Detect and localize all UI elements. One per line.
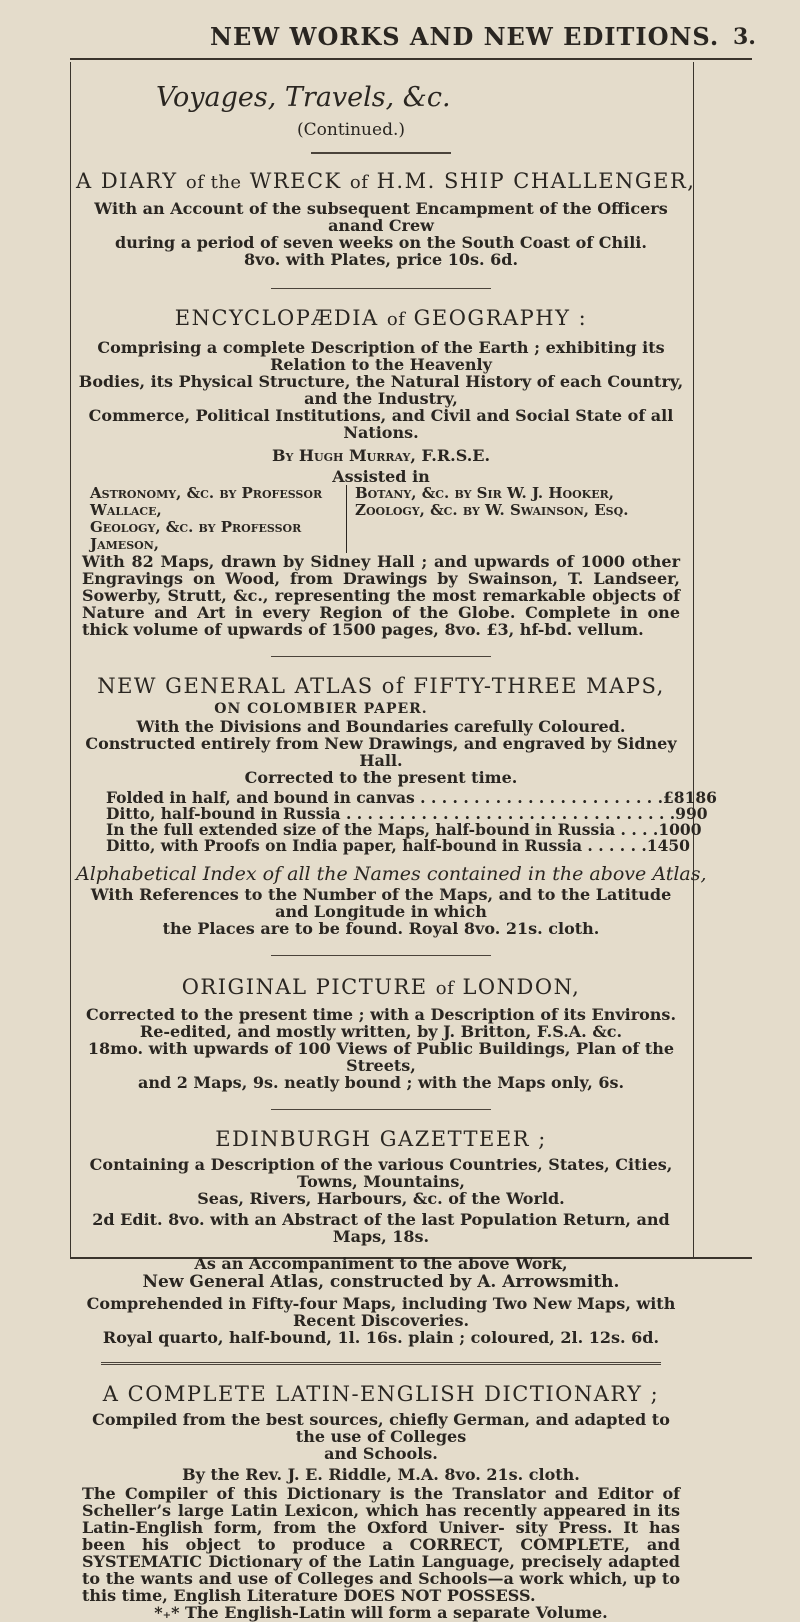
atlas-line: Corrected to the present time. bbox=[244, 768, 518, 787]
index-title: Alphabetical Index of all the Names contained in the above Atlas, bbox=[76, 863, 707, 885]
page-content bbox=[76, 70, 717, 1622]
atlas-paper: ON COLOMBIER PAPER. bbox=[214, 701, 428, 717]
diary-line: during a period of seven weeks on the South Coast of Chili. bbox=[115, 233, 647, 252]
gazetteer-accomp: As an Accompaniment to the above Work, bbox=[194, 1254, 568, 1273]
gazetteer-line: 2d Edit. 8vo. with an Abstract of the last Population Return, and Maps, 18s. bbox=[92, 1210, 670, 1246]
page-header bbox=[0, 22, 800, 56]
contributor: Botany, &c. by Sir W. J. Hooker, bbox=[355, 484, 614, 502]
dictionary-author: By the Rev. J. E. Riddle, M.A. 8vo. 21s. cloth. bbox=[182, 1465, 580, 1484]
index-line: the Places are to be found. Royal 8vo. 21s. cloth. bbox=[162, 919, 600, 938]
entry-title-diary: A DIARY of the WRECK of H.M. SHIP CHALLENGER, bbox=[76, 169, 696, 193]
entry-title-atlas: NEW GENERAL ATLAS of FIFTY-THREE MAPS, bbox=[97, 674, 665, 698]
contributor: Astronomy, &c. by Professor Wallace, bbox=[90, 484, 323, 519]
entry-title-encyclopaedia: ENCYCLOPÆDIA of GEOGRAPHY : bbox=[174, 306, 588, 330]
encyclopaedia-paragraph: With 82 Maps, drawn by Sidney Hall ; and upwards of 1000 other Engravings on Wood, from Drawings by Swainson, T. Landseer, Sowerby, Strutt, &c., representing the most remarkable objects of Nature and Art in every Region of the Globe. Complete in one thick volume of upwards of 1500 pages, 8vo. £3, hf-bd. vellum. bbox=[82, 552, 680, 639]
price-row: Folded in half, and bound in canvas . . . . . . . . . . . . . . . . . . . . . . . £8 18 6 bbox=[106, 788, 717, 807]
encyclopaedia-desc: Bodies, its Physical Structure, the Natural History of each Country, and the Industry, bbox=[78, 372, 684, 408]
contributor: Zoology, &c. by W. Swainson, Esq. bbox=[355, 501, 629, 519]
gazetteer-atlas: New General Atlas, constructed by A. Arrowsmith. bbox=[142, 1272, 620, 1292]
dictionary-paragraph: The Compiler of this Dictionary is the Translator and Editor of Scheller’s large Latin Lexicon, which has recently appeared in its Latin-English form, from the Oxford Univer- sity Press. It has been his object to produce a CORRECT, COMPLETE, and SYSTEMATIC Dictionary of the Latin Language, precisely adapted to the wants and use of Colleges and Schools—a work which, up to this time, English Literature DOES NOT POSSESS. bbox=[82, 1484, 680, 1605]
entry-title-london: ORIGINAL PICTURE of LONDON, bbox=[181, 975, 581, 999]
price-row: In the full extended size of the Maps, half-bound in Russia . . . . 10 0 0 bbox=[106, 820, 702, 839]
atlas-line: With the Divisions and Boundaries carefully Coloured. bbox=[136, 717, 626, 736]
price-row: Ditto, half-bound in Russia . . . . . . . . . . . . . . . . . . . . . . . . . . . . . . . 9 9 0 bbox=[106, 804, 708, 823]
encyclopaedia-desc: Comprising a complete Description of the Earth ; exhibiting its Relation to the Heavenly bbox=[97, 338, 665, 374]
top-rule bbox=[70, 58, 752, 60]
contributors bbox=[76, 485, 686, 553]
gazetteer-line: Seas, Rivers, Harbours, &c. of the World. bbox=[197, 1189, 565, 1208]
price-row: Ditto, with Proofs on India paper, half-bound in Russia . . . . . . 14 5 0 bbox=[106, 836, 690, 855]
diary-price: 8vo. with Plates, price 10s. 6d. bbox=[243, 250, 519, 269]
continued-note: (Continued.) bbox=[297, 120, 405, 140]
contributor: Geology, &c. by Professor Jameson, bbox=[90, 518, 302, 553]
atlas-line: Constructed entirely from New Drawings, and engraved by Sidney Hall. bbox=[85, 734, 677, 770]
section-heading: Voyages, Travels, &c. bbox=[156, 82, 451, 113]
gazetteer-line: Royal quarto, half-bound, 1l. 16s. plain ; coloured, 2l. 12s. 6d. bbox=[102, 1328, 660, 1347]
page-number: 3. bbox=[733, 24, 756, 50]
dictionary-note: *₊* The English-Latin will form a separate Volume. bbox=[154, 1603, 608, 1622]
index-line: With References to the Number of the Maps, and to the Latitude and Longitude in which bbox=[90, 885, 672, 921]
running-title: NEW WORKS AND NEW EDITIONS. bbox=[210, 22, 720, 51]
london-line: and 2 Maps, 9s. neatly bound ; with the Maps only, 6s. bbox=[137, 1073, 625, 1092]
london-line: Re-edited, and mostly written, by J. Britton, F.S.A. &c. bbox=[139, 1022, 623, 1041]
gazetteer-line: Containing a Description of the various Countries, States, Cities, Towns, Mountains, bbox=[89, 1155, 673, 1191]
diary-line: With an Account of the subsequent Encampment of the Officers anand Crew bbox=[94, 199, 668, 235]
encyclopaedia-desc: Commerce, Political Institutions, and Civil and Social State of all Nations. bbox=[88, 406, 674, 442]
entry-title-gazetteer: EDINBURGH GAZETTEER ; bbox=[215, 1127, 547, 1151]
dictionary-line: Compiled from the best sources, chiefly German, and adapted to the use of Colleges bbox=[92, 1410, 670, 1446]
dictionary-line: and Schools. bbox=[324, 1444, 438, 1463]
encyclopaedia-author: By Hugh Murray, F.R.S.E. bbox=[271, 446, 491, 465]
entry-title-dictionary: A COMPLETE LATIN-ENGLISH DICTIONARY ; bbox=[102, 1382, 660, 1406]
london-line: 18mo. with upwards of 100 Views of Public Buildings, Plan of the Streets, bbox=[87, 1039, 675, 1075]
assisted-label: Assisted in bbox=[332, 467, 430, 486]
gazetteer-line: Comprehended in Fifty-four Maps, including Two New Maps, with Recent Discoveries. bbox=[86, 1294, 676, 1330]
london-line: Corrected to the present time ; with a Description of its Environs. bbox=[85, 1005, 677, 1024]
